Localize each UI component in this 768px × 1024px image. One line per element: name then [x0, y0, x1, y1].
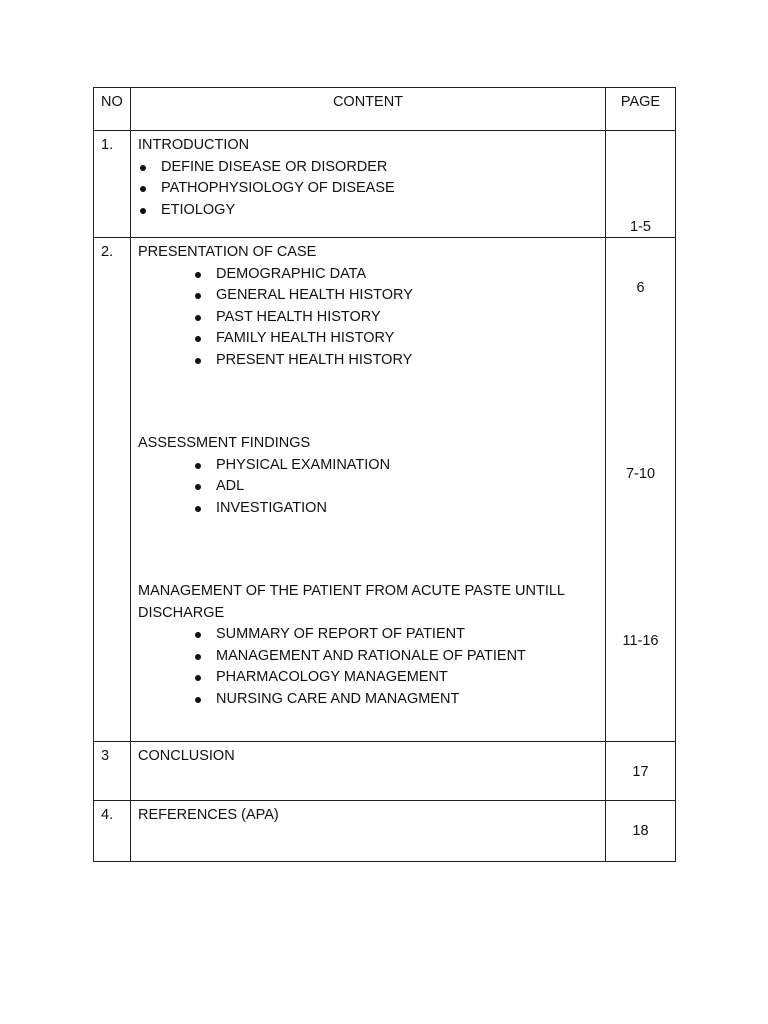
page-number: 6 — [636, 280, 645, 296]
row-no-cell — [94, 131, 131, 238]
list-item-label: DEFINE DISEASE OR DISORDER — [161, 158, 388, 175]
list-item — [138, 328, 598, 350]
row-no-cell — [94, 238, 131, 742]
list-item-label: SUMMARY OF REPORT OF PATIENT — [216, 626, 465, 642]
row-number: 2. — [101, 244, 114, 260]
bullet-icon — [195, 506, 201, 512]
row-no-cell — [94, 801, 131, 862]
table-row — [94, 801, 676, 862]
bullet-list — [138, 264, 598, 372]
row-page-cell — [606, 131, 676, 238]
bullet-icon — [195, 272, 201, 278]
section-title: REFERENCES (APA) — [138, 807, 279, 823]
table-row — [94, 131, 676, 238]
bullet-icon — [195, 336, 201, 342]
page-number: 11-16 — [622, 633, 659, 649]
list-item — [138, 350, 598, 372]
bullet-icon — [195, 697, 201, 703]
row-content-cell — [131, 238, 606, 742]
header-content: CONTENT — [332, 94, 404, 110]
row-page-cell — [606, 801, 676, 862]
bullet-icon — [140, 186, 146, 192]
list-item-label: ETIOLOGY — [161, 201, 236, 218]
section-title: MANAGEMENT OF THE PATIENT FROM ACUTE PASTE UNTILL DISCHARGE — [138, 583, 565, 621]
list-item — [138, 498, 598, 520]
page-number: 7-10 — [625, 466, 656, 482]
list-item — [138, 646, 598, 668]
list-item-label: PHYSICAL EXAMINATION — [216, 456, 391, 473]
bullet-icon — [195, 315, 201, 321]
table-row — [94, 238, 676, 742]
list-item-label: PAST HEALTH HISTORY — [216, 308, 381, 325]
table-of-contents — [93, 87, 676, 862]
list-item-label: FAMILY HEALTH HISTORY — [216, 330, 395, 346]
bullet-icon — [195, 463, 201, 469]
section-title: CONCLUSION — [138, 748, 235, 764]
bullet-icon — [195, 484, 201, 490]
bullet-icon — [195, 293, 201, 299]
list-item — [138, 264, 598, 286]
bullet-icon — [195, 675, 201, 681]
list-item — [138, 178, 598, 200]
list-item — [138, 307, 598, 329]
header-page: PAGE — [620, 94, 661, 110]
page-number: 18 — [632, 823, 649, 839]
list-item-label: DEMOGRAPHIC DATA — [216, 265, 367, 282]
list-item — [138, 157, 598, 179]
bullet-list — [138, 455, 598, 520]
row-content-cell — [131, 801, 606, 862]
header-page-cell — [606, 88, 676, 131]
section-title: INTRODUCTION — [138, 137, 250, 153]
bullet-icon — [195, 358, 201, 364]
list-item — [138, 200, 598, 222]
row-page-cell — [606, 238, 676, 742]
row-number: 4. — [101, 807, 114, 823]
table-header-row — [94, 88, 676, 131]
bullet-icon — [195, 632, 201, 638]
list-item-label: PRESENT HEALTH HISTORY — [216, 351, 413, 368]
row-number: 1. — [101, 137, 114, 153]
list-item — [138, 285, 598, 307]
list-item — [138, 689, 598, 711]
bullet-icon — [140, 165, 146, 171]
bullet-list — [138, 624, 598, 710]
section-title: ASSESSMENT FINDINGS — [138, 435, 311, 451]
list-item-label: GENERAL HEALTH HISTORY — [216, 287, 413, 303]
header-content-cell — [131, 88, 606, 131]
list-item — [138, 624, 598, 646]
row-no-cell — [94, 742, 131, 801]
row-page-cell — [606, 742, 676, 801]
list-item-label: MANAGEMENT AND RATIONALE OF PATIENT — [216, 647, 526, 664]
section-title: PRESENTATION OF CASE — [138, 244, 317, 260]
list-item-label: PATHOPHYSIOLOGY OF DISEASE — [161, 180, 395, 196]
list-item — [138, 667, 598, 689]
row-content-cell — [131, 742, 606, 801]
table-row — [94, 742, 676, 801]
list-item — [138, 455, 598, 477]
list-item-label: PHARMACOLOGY MANAGEMENT — [216, 669, 448, 685]
page-number: 1-5 — [630, 219, 651, 235]
row-content-cell — [131, 131, 606, 238]
row-number: 3 — [101, 748, 110, 764]
header-no: NO — [101, 94, 123, 110]
header-no-cell — [94, 88, 131, 131]
bullet-list — [138, 157, 598, 222]
page-number: 17 — [632, 764, 649, 780]
list-item-label: INVESTIGATION — [216, 499, 327, 516]
list-item-label: NURSING CARE AND MANAGMENT — [216, 690, 460, 707]
bullet-icon — [140, 208, 146, 214]
list-item — [138, 476, 598, 498]
bullet-icon — [195, 654, 201, 660]
list-item-label: ADL — [216, 478, 245, 494]
